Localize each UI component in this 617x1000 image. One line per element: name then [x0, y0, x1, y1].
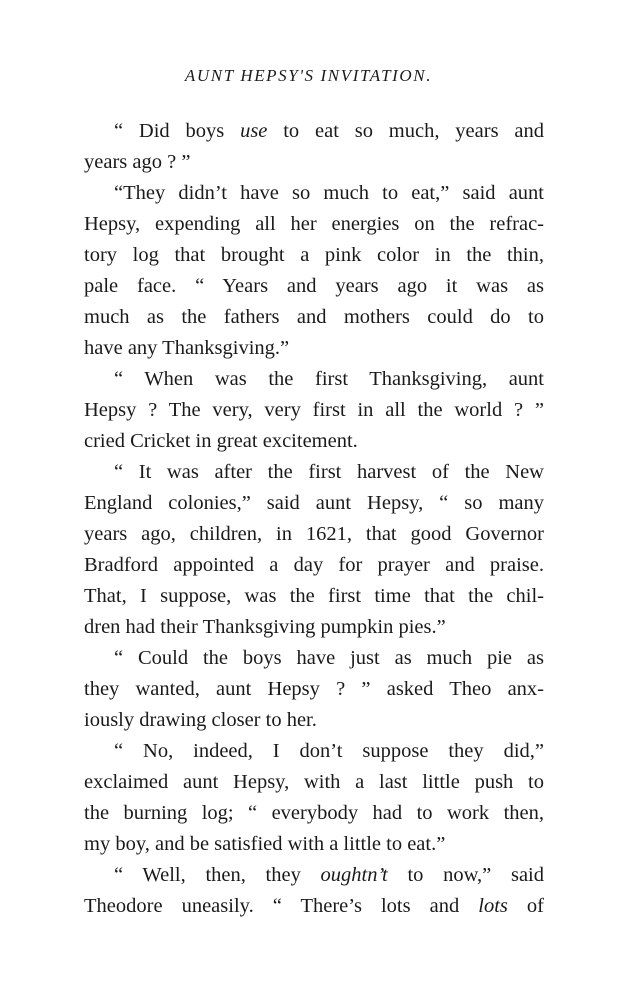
text-line	[84, 240, 544, 271]
text-run: pale face. “ Years and years ago it was as	[84, 275, 544, 297]
text-run: years ago, children, in 1621, that good Governor	[84, 523, 544, 545]
text-run: iously drawing closer to her.	[84, 709, 317, 731]
text-line	[84, 705, 544, 736]
paragraph	[84, 643, 544, 736]
italic-word: use	[240, 120, 268, 142]
text-line	[84, 426, 544, 457]
text-run: tory log that brought a pink color in the thin,	[84, 244, 544, 266]
text-line	[84, 612, 544, 643]
text-line	[84, 891, 544, 922]
paragraph	[84, 364, 544, 457]
text-run: cried Cricket in great excitement.	[84, 430, 358, 452]
text-line	[84, 178, 544, 209]
text-line	[84, 395, 544, 426]
paragraph	[84, 116, 544, 178]
text-run: “ No, indeed, I don’t suppose they did,”	[114, 740, 544, 762]
text-line	[84, 116, 544, 147]
text-run: “ Did boys	[114, 120, 241, 142]
text-run: to eat so much, years and	[267, 120, 544, 142]
text-run: dren had their Thanksgiving pumpkin pies.”	[84, 616, 446, 638]
text-line	[84, 519, 544, 550]
text-line	[84, 302, 544, 333]
text-run: of	[507, 895, 544, 917]
text-run: exclaimed aunt Hepsy, with a last little push to	[84, 771, 544, 793]
text-line	[84, 581, 544, 612]
text-run: Hepsy ? The very, very first in all the world ? ”	[84, 399, 544, 421]
paragraph	[84, 178, 544, 364]
text-line	[84, 364, 544, 395]
text-run: my boy, and be satisfied with a little to eat.”	[84, 833, 446, 855]
text-line	[84, 209, 544, 240]
text-run: Theodore uneasily. “ There’s lots and	[84, 895, 479, 917]
text-line	[84, 767, 544, 798]
text-run: “ Could the boys have just as much pie as	[114, 647, 544, 669]
text-run: Hepsy, expending all her energies on the refrac-	[84, 213, 544, 235]
text-run: “ Well, then, they	[114, 864, 321, 886]
text-line	[84, 488, 544, 519]
text-run: much as the fathers and mothers could do to	[84, 306, 544, 328]
paragraph	[84, 457, 544, 643]
text-run: the burning log; “ everybody had to work then,	[84, 802, 544, 824]
text-line	[84, 333, 544, 364]
text-run: England colonies,” said aunt Hepsy, “ so many	[84, 492, 544, 514]
text-line	[84, 271, 544, 302]
running-head: AUNT HEPSY'S INVITATION.	[184, 66, 433, 85]
text-run: to now,” said	[387, 864, 544, 886]
text-line	[84, 829, 544, 860]
text-run: years ago ? ”	[84, 151, 191, 173]
text-line	[84, 860, 544, 891]
text-run: have any Thanksgiving.”	[84, 337, 290, 359]
body-text	[84, 116, 544, 922]
text-run: That, I suppose, was the first time that the chil-	[84, 585, 544, 607]
text-run: Bradford appointed a day for prayer and praise.	[84, 554, 544, 576]
italic-word: oughtn’t	[320, 864, 388, 886]
text-line	[84, 736, 544, 767]
italic-word: lots	[478, 895, 508, 917]
text-run: they wanted, aunt Hepsy ? ” asked Theo anx-	[84, 678, 544, 700]
text-line	[84, 550, 544, 581]
text-run: “ When was the first Thanksgiving, aunt	[114, 368, 544, 390]
text-line	[84, 147, 544, 178]
text-run: “ It was after the first harvest of the New	[114, 461, 544, 483]
text-line	[84, 643, 544, 674]
text-line	[84, 798, 544, 829]
paragraph	[84, 736, 544, 860]
text-run: “They didn’t have so much to eat,” said aunt	[114, 182, 544, 204]
text-line	[84, 674, 544, 705]
paragraph	[84, 860, 544, 922]
text-line	[84, 457, 544, 488]
